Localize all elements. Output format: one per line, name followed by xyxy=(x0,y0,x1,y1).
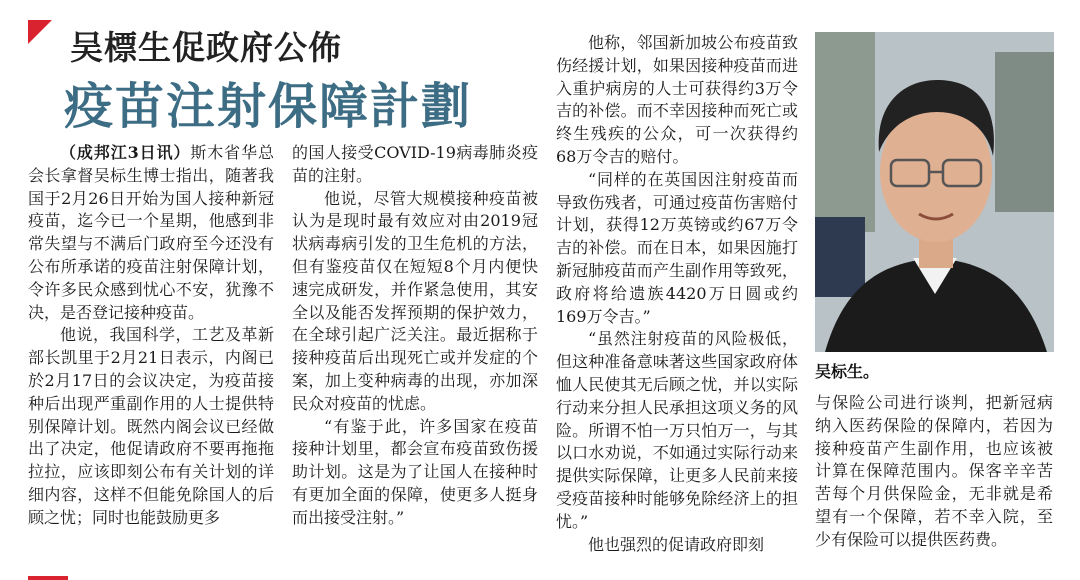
red-bottom-marker xyxy=(28,576,68,580)
portrait-illustration xyxy=(815,32,1054,352)
article-column-3 xyxy=(556,32,798,556)
red-corner-marker xyxy=(28,20,52,44)
paragraph xyxy=(28,142,274,324)
article-column-1 xyxy=(28,142,274,530)
kicker-title: 吴標生促政府公佈 xyxy=(70,28,342,67)
article-column-4 xyxy=(815,392,1053,552)
dateline: （成邦江3日讯） xyxy=(60,143,191,162)
paragraph: 他说，我国科学，工艺及革新部长凯里于2月21日表示，内阁已於2月17日的会议决定，为疫苗接种后出现严重副作用的人士提供特别保障计划。既然内阁会议已经做出了决定，他促请政府不要再拖拖拉拉，应该即刻公布有关计划的详细内容，这样不但能免除国人的后顾之忧；同时也能鼓励更多 xyxy=(28,325,274,527)
paragraph: 他也强烈的促请政府即刻 xyxy=(588,534,765,554)
paragraph: 他称，邻国新加坡公布疫苗致伤经援计划，如果因接种疫苗而进入重护病房的人士可获得约3万令吉的补偿。而不幸因接种而死亡或终生残疾的公众，可一次获得约68万令吉的赔付。 xyxy=(556,33,798,166)
paragraph-text: 斯木省华总会长拿督吴标生博士指出，随著我国于2月26日开始为国人接种新冠疫苗，迄今已一个星期，他感到非常失望与不满后门政府至今还没有公布所承诺的疫苗注射保障计划，令许多民众感到忧心不安，犹豫不决，是否登记接种疫苗。 xyxy=(28,143,274,322)
paragraph: “有鉴于此，许多国家在疫苗接种计划里，都会宣布疫苗致伤援助计划。这是为了让国人在接种时有更加全面的保障，使更多人挺身而出接受注射。” xyxy=(292,416,538,527)
paragraph: 他说，尽管大规模接种疫苗被认为是现时最有效应对由2019冠状病毒病引发的卫生危机的方法，但有鉴疫苗仅在短短8个月内便快速完成研发，并作紧急使用，其安全以及能否发挥预期的保护效力，在全球引起广泛关注。最近据称于接种疫苗后出现死亡或并发症的个案，加上变种病毒的出现，亦加深民众对疫苗的忧虑。 xyxy=(292,188,538,413)
headline: 疫苗注射保障計劃 xyxy=(64,78,473,135)
adjacent-article-edge xyxy=(1062,0,1080,580)
article-column-2 xyxy=(292,142,538,530)
photo-caption: 吴标生。 xyxy=(815,362,880,381)
paragraph: “同样的在英国因注射疫苗而导致伤残者，可通过疫苗伤害赔付计划，获得12万英镑或约67万令吉的补偿。而在日本，如果因施打新冠肺疫苗而产生副作用等致死，政府将给遗族4420万日圆或约169万令吉。” xyxy=(556,169,798,326)
portrait-photo xyxy=(815,32,1054,352)
paragraph: 与保险公司进行谈判，把新冠病纳入医药保险的保障内，若因为接种疫苗产生副作用，也应该被计算在保障范围内。保客辛辛苦苦每个月供保险金，无非就是希望有一个保障，若不幸入院，至少有保险可以提供医药费。 xyxy=(815,393,1053,549)
paragraph: “虽然注射疫苗的风险极低，但这种准备意味著这些国家政府体恤人民使其无后顾之忧，并以实际行动来分担人民承担这项义务的风险。所谓不怕一万只怕万一，与其以口水劝说，不如通过实际行动来提供实际保障，让更多人民前来接受疫苗接种时能够免除经济上的担忧。” xyxy=(556,329,798,531)
paragraph: 的国人接受COVID-19病毒肺炎疫苗的注射。 xyxy=(292,143,538,185)
